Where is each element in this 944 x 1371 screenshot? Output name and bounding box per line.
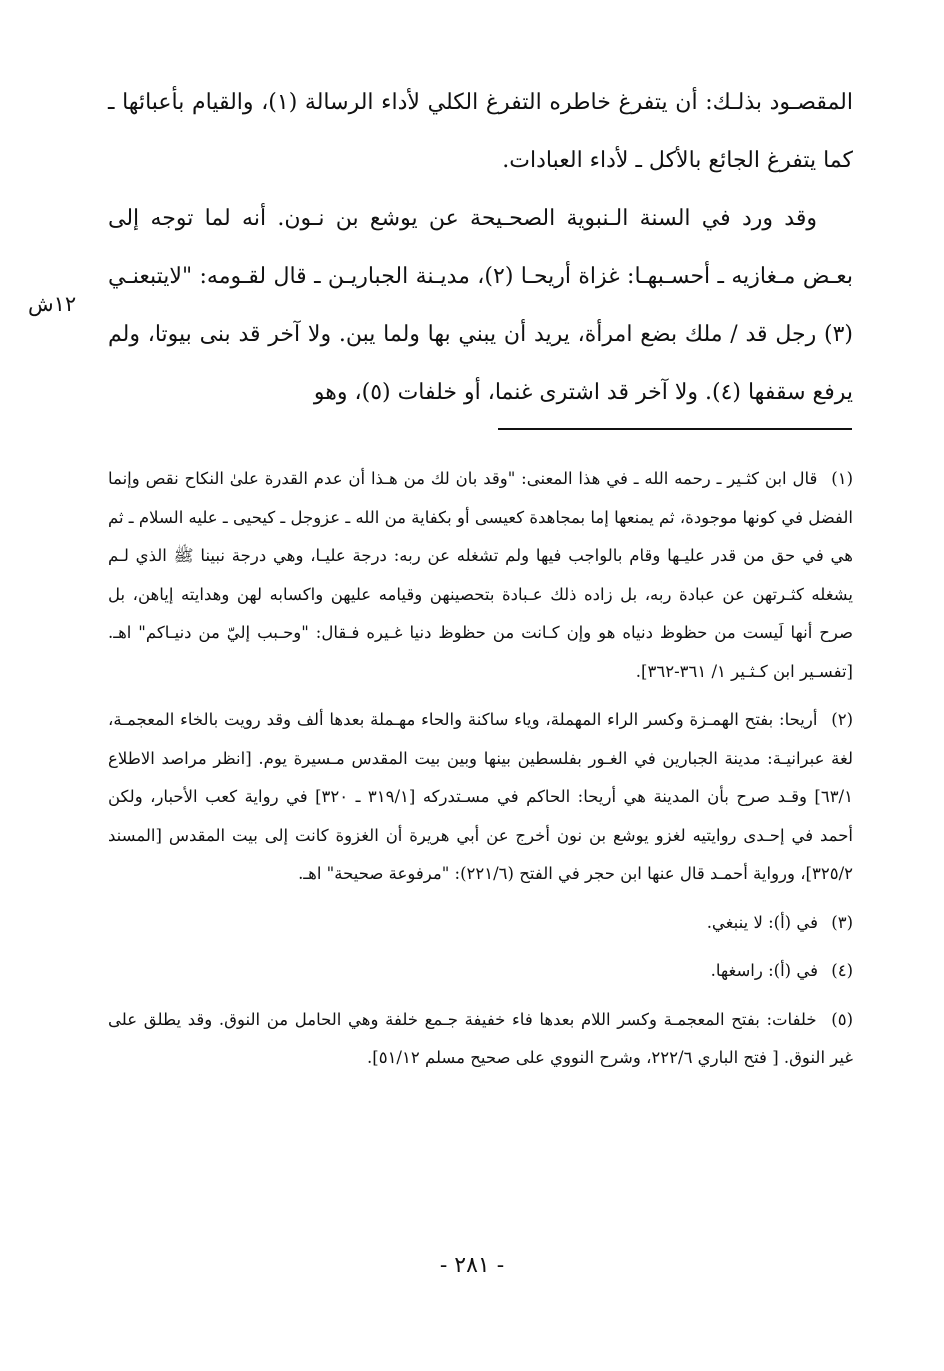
footnote-number: (٣): [831, 912, 853, 932]
footnote-number: (٥): [831, 1009, 854, 1029]
footnote-number: (٤): [831, 961, 853, 980]
footnote-text: قال ابن كثـير ـ رحمه الله ـ في هذا المعنى: "وقد بان لك من هـذا أن عدم القدرة علىٰ النكاح نقص وإنما الفضل في كونها موجودة، ثم يمنعها إما بمجاهدة كعيسى أو بكفاية من الله ـ عزوجل ـ كيحيى ـ عليه السلام ـ ثم هي في حق من قدر عليـها وقام بالواجب فيها ولم تشغله عن ربه: درجة عليـا، وهي درجة نبينا ﷺ الذي لـم يشغله كثـرتهن عن عبادة ربه، بل زاده ذلك عـبادة بتحصينهن وقيامه عليهن واكسابه لهن وهدايته إياهن، بل صرح أنها لَيست من حظوظ دنياه هو وإن كـانت من حظوظ دنيا غـيره فـقال: "وحـبب إليّ من دنيـاكم" اهـ. [تفسـير ابن كـثـير ١/ ٣٦١-٣٦٢].: [107, 469, 853, 681]
paragraph-2: وقد ورد في السنة الـنبوية الصحـيحة عن يوشع بن نـون. أنه لما توجه إلى بعـض مـغازيه ـ أحسـبهـا: غزاة أريحـا (٢)، مديـنة الجباريـن ـ قال لقـومه: "لايتبعنـي (٣) رجل قد / ملك بضع امرأة، يريد أن يبني بها ولما يبن. ولا آخر قد بنى بيوتا، ولم يرفع سقفها (٤). ولا آخر قد اشترى غنما، أو خلفات (٥)، وهو: [108, 206, 853, 405]
footnote-number: (٢): [831, 710, 854, 729]
footnote-text: في (أ): لا ينبغي.: [706, 912, 818, 932]
footnote-text: خلفات: بفتح المعجمـة وكسر اللام بعدها فاء خفيفة جـمع خلفة وهي الحامل من النوق. وقد يطلق على غير النوق. [ فتح الباري ٢٢٢/٦، وشرح النووي على صحيح مسلم ٥١/١٢].: [108, 1009, 853, 1067]
page-number: - ٢٨١ -: [439, 1253, 505, 1278]
paragraph-1: المقصـود بذلـك: أن يتفرغ خاطره التفرغ الكلي لأداء الرسالة (١)، والقيام بأعبائها ـ كما يتفرغ الجائع بالأكل ـ لأداء العبادات.: [108, 90, 853, 173]
footnote-2: [108, 701, 853, 894]
footnote-text: أريحا: بفتح الهمـزة وكسر الراء المهملة، وياء ساكنة والحاء مهـملة بعدها ألف وقد رويت بالخاء المعجمـة، لغة عبرانيـة: مدينة الجبارين في الغـور بفلسطين بينها وبين بيت المقدس مـسيرة يوم. [انظر مراصد الاطلاع ٦٣/١] وقـد صرح بأن المدينة هي أريحا: الحاكم في مسـتدركه [٣١٩/١ ـ ٣٢٠] في رواية كعب الأحبار، ولكن أحمد في إحـدى روايتيه لغزو يوشع بن نون أخرج عن أبي هريرة أن الغزوة كانت إلى بيت المقدس [المسند ٣٢٥/٢]، ورواية أحمـد قال عنها ابن حجر في الفتح (٢٢١/٦): "مرفوعة صحيحة" اهـ.: [108, 710, 853, 883]
footnote-3: [108, 904, 853, 943]
footnote-separator: [498, 428, 852, 430]
footnote-5: [108, 1001, 853, 1078]
footnote-4: [108, 952, 853, 991]
manuscript-folio-marker: ١٢ش: [28, 292, 77, 316]
footnote-1: [108, 460, 853, 691]
footnote-number: (١): [831, 469, 853, 488]
footnote-text: في (أ): راسغها.: [710, 961, 818, 980]
footnotes: [108, 460, 853, 1088]
main-text: [108, 74, 853, 422]
